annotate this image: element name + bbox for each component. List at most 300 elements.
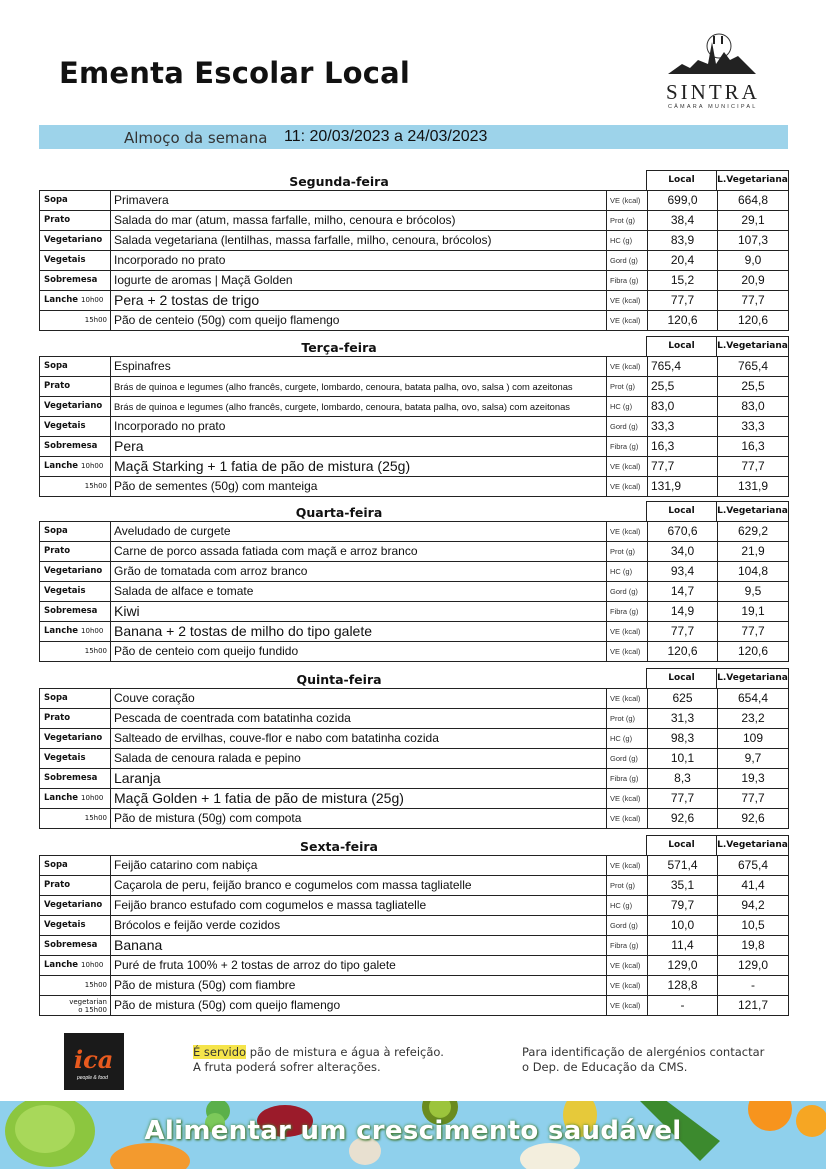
meal-label (40, 789, 110, 808)
menu-row (39, 689, 789, 709)
sintra-emblem-icon (664, 30, 764, 80)
meal-label (40, 417, 110, 436)
meal-time: 10h00 (81, 794, 104, 802)
dish-name: Laranja (110, 769, 606, 788)
value-local: 699,0 (647, 191, 717, 210)
meal-label (40, 457, 110, 476)
value-vegetarian: 19,8 (717, 936, 788, 955)
value-local: 129,0 (647, 956, 717, 975)
dish-name: Salada vegetariana (lentilhas, massa farfalle, milho, cenoura, brócolos) (110, 231, 606, 250)
meal-label (40, 956, 110, 975)
meal-type: Lanche (44, 793, 79, 803)
meal-type: Sobremesa (44, 441, 98, 451)
nutrient-label: Gord (g) (606, 251, 647, 270)
meal-label (40, 271, 110, 290)
value-local: 670,6 (647, 522, 717, 541)
day-table (39, 668, 789, 829)
value-local: 625 (647, 689, 717, 708)
menu-rows (39, 356, 789, 497)
value-local: 79,7 (647, 896, 717, 915)
menu-row (39, 749, 789, 769)
menu-row (39, 357, 789, 377)
value-local: 120,6 (647, 642, 717, 661)
column-header-vegetarian: L.Vegetariana (716, 835, 789, 856)
meal-label (40, 191, 110, 210)
menu-row (39, 397, 789, 417)
dish-name: Incorporado no prato (110, 251, 606, 270)
nutrient-label: VE (kcal) (606, 311, 647, 330)
column-header-local: Local (646, 336, 717, 357)
value-local: 31,3 (647, 709, 717, 728)
value-vegetarian: 23,2 (717, 709, 788, 728)
menu-row (39, 876, 789, 896)
day-table (39, 336, 789, 497)
nutrient-label: Fibra (g) (606, 769, 647, 788)
meal-label (40, 437, 110, 456)
value-local: 92,6 (647, 809, 717, 828)
meal-label (40, 896, 110, 915)
dish-name: Couve coração (110, 689, 606, 708)
menu-row (39, 856, 789, 876)
dish-name: Carne de porco assada fatiada com maçã e arroz branco (110, 542, 606, 561)
value-vegetarian: 19,3 (717, 769, 788, 788)
value-vegetarian: 19,1 (717, 602, 788, 621)
meal-type: Vegetais (44, 920, 86, 930)
value-vegetarian: 77,7 (717, 789, 788, 808)
value-local: 83,9 (647, 231, 717, 250)
ica-logo (64, 1033, 124, 1090)
serving-note-text: pão de mistura e água à refeição. (246, 1045, 444, 1059)
meal-label (40, 377, 110, 396)
day-table (39, 501, 789, 662)
meal-time: 15h00 (84, 647, 107, 655)
menu-row (39, 311, 789, 331)
value-local: 98,3 (647, 729, 717, 748)
meal-label (40, 749, 110, 768)
menu-row (39, 191, 789, 211)
nutrient-label: Gord (g) (606, 749, 647, 768)
nutrient-label: Fibra (g) (606, 936, 647, 955)
value-local: 8,3 (647, 769, 717, 788)
nutrient-label: HC (g) (606, 231, 647, 250)
ica-brand: ica (74, 1045, 114, 1074)
dish-name: Incorporado no prato (110, 417, 606, 436)
value-vegetarian: 664,8 (717, 191, 788, 210)
meal-time: 15h00 (84, 814, 107, 822)
meal-type: Sobremesa (44, 275, 98, 285)
dish-name: Kiwi (110, 602, 606, 621)
value-vegetarian: 629,2 (717, 522, 788, 541)
day-name: Quarta-feira (295, 505, 383, 520)
nutrient-label: Prot (g) (606, 876, 647, 895)
nutrient-label: HC (g) (606, 562, 647, 581)
meal-label (40, 876, 110, 895)
meal-label (40, 231, 110, 250)
nutrient-label: VE (kcal) (606, 976, 647, 995)
menu-row (39, 729, 789, 749)
meal-label (40, 477, 110, 496)
meal-label (40, 357, 110, 376)
meal-type: Lanche (44, 461, 79, 471)
menu-row (39, 231, 789, 251)
nutrient-label: VE (kcal) (606, 191, 647, 210)
value-local: 131,9 (647, 477, 717, 496)
value-vegetarian: 77,7 (717, 622, 788, 641)
slogan: Alimentar um crescimento saudável (144, 1116, 682, 1146)
column-header-vegetarian: L.Vegetariana (716, 170, 789, 191)
nutrient-label: VE (kcal) (606, 477, 647, 496)
dish-name: Salada de cenoura ralada e pepino (110, 749, 606, 768)
value-vegetarian: 77,7 (717, 457, 788, 476)
nutrient-label: Prot (g) (606, 709, 647, 728)
value-vegetarian: 120,6 (717, 642, 788, 661)
week-label: Almoço da semana (124, 129, 268, 147)
meal-type: Vegetais (44, 421, 86, 431)
logo-subtitle: CÂMARA MUNICIPAL (668, 104, 758, 110)
column-header-vegetarian: L.Vegetariana (716, 668, 789, 689)
dish-name: Salteado de ervilhas, couve-flor e nabo com batatinha cozida (110, 729, 606, 748)
value-vegetarian: 9,5 (717, 582, 788, 601)
menu-row (39, 956, 789, 976)
meal-label (40, 936, 110, 955)
value-local: 10,0 (647, 916, 717, 935)
nutrient-label: Gord (g) (606, 582, 647, 601)
menu-row (39, 896, 789, 916)
value-local: 14,9 (647, 602, 717, 621)
nutrient-label: Prot (g) (606, 377, 647, 396)
meal-label (40, 729, 110, 748)
meal-time: 15h00 (84, 981, 107, 989)
value-vegetarian: 20,9 (717, 271, 788, 290)
nutrient-label: Gord (g) (606, 417, 647, 436)
dish-name: Pão de mistura (50g) com queijo flamengo (110, 996, 606, 1015)
allergen-line-1: Para identificação de alergénios contactar (522, 1045, 765, 1059)
dish-name: Iogurte de aromas | Maçã Golden (110, 271, 606, 290)
menu-row (39, 809, 789, 829)
value-vegetarian: 675,4 (717, 856, 788, 875)
dish-name: Primavera (110, 191, 606, 210)
dish-name: Pera + 2 tostas de trigo (110, 291, 606, 310)
menu-row (39, 622, 789, 642)
value-local: 120,6 (647, 311, 717, 330)
meal-type: Prato (44, 880, 71, 890)
dish-name: Brás de quinoa e legumes (alho francês, curgete, lombardo, cenoura, batata palha, ovo, salsa) com azeitonas (110, 397, 606, 416)
value-vegetarian: 25,5 (717, 377, 788, 396)
menu-rows (39, 190, 789, 331)
meal-time: vegetariano 15h00 (69, 998, 107, 1014)
dish-name: Salada do mar (atum, massa farfalle, milho, cenoura e brócolos) (110, 211, 606, 230)
value-vegetarian: 129,0 (717, 956, 788, 975)
dish-name: Pão de mistura (50g) com fiambre (110, 976, 606, 995)
column-header-local: Local (646, 668, 717, 689)
day-name: Segunda-feira (289, 174, 389, 189)
meal-label (40, 769, 110, 788)
value-vegetarian: 77,7 (717, 291, 788, 310)
sintra-logo (664, 30, 764, 120)
value-vegetarian: 107,3 (717, 231, 788, 250)
column-header-vegetarian: L.Vegetariana (716, 336, 789, 357)
dish-name: Grão de tomatada com arroz branco (110, 562, 606, 581)
meal-type: Lanche (44, 626, 79, 636)
value-vegetarian: 29,1 (717, 211, 788, 230)
value-vegetarian: 33,3 (717, 417, 788, 436)
meal-type: Sopa (44, 526, 68, 536)
meal-label (40, 211, 110, 230)
meal-type: Vegetais (44, 586, 86, 596)
menu-row (39, 211, 789, 231)
nutrient-label: Prot (g) (606, 211, 647, 230)
value-vegetarian: 104,8 (717, 562, 788, 581)
meal-type: Vegetariano (44, 235, 103, 245)
dish-name: Brás de quinoa e legumes (alho francês, curgete, lombardo, cenoura, batata palha, ovo, salsa ) com azeitonas (110, 377, 606, 396)
meal-label (40, 622, 110, 641)
value-local: 34,0 (647, 542, 717, 561)
menu-row (39, 976, 789, 996)
menu-row (39, 251, 789, 271)
value-vegetarian: 83,0 (717, 397, 788, 416)
menu-row (39, 916, 789, 936)
nutrient-label: VE (kcal) (606, 642, 647, 661)
meal-time: 15h00 (84, 482, 107, 490)
nutrient-label: Fibra (g) (606, 437, 647, 456)
meal-type: Lanche (44, 960, 79, 970)
column-header-local: Local (646, 170, 717, 191)
meal-type: Prato (44, 215, 71, 225)
day-name: Terça-feira (301, 340, 377, 355)
meal-label (40, 291, 110, 310)
day-header (39, 170, 789, 190)
day-table (39, 170, 789, 331)
dish-name: Salada de alface e tomate (110, 582, 606, 601)
value-vegetarian: 92,6 (717, 809, 788, 828)
value-local: 25,5 (647, 377, 717, 396)
meal-time: 10h00 (81, 296, 104, 304)
dish-name: Pão de centeio com queijo fundido (110, 642, 606, 661)
logo-name: SINTRA (666, 80, 760, 104)
value-local: 16,3 (647, 437, 717, 456)
dish-name: Banana (110, 936, 606, 955)
value-local: 20,4 (647, 251, 717, 270)
pumpkin-icon (110, 1143, 190, 1169)
nutrient-label: VE (kcal) (606, 809, 647, 828)
value-vegetarian: 131,9 (717, 477, 788, 496)
dish-name: Pão de mistura (50g) com compota (110, 809, 606, 828)
menu-row (39, 377, 789, 397)
meal-type: Sobremesa (44, 940, 98, 950)
meal-label (40, 996, 110, 1015)
value-local: 571,4 (647, 856, 717, 875)
meal-type: Vegetariano (44, 733, 103, 743)
nutrient-label: VE (kcal) (606, 622, 647, 641)
value-local: 765,4 (647, 357, 717, 376)
day-table (39, 835, 789, 1016)
day-header (39, 835, 789, 855)
meal-label (40, 251, 110, 270)
meal-label (40, 976, 110, 995)
meal-type: Vegetariano (44, 401, 103, 411)
value-vegetarian: 654,4 (717, 689, 788, 708)
menu-row (39, 936, 789, 956)
menu-row (39, 291, 789, 311)
value-vegetarian: 10,5 (717, 916, 788, 935)
value-vegetarian: 16,3 (717, 437, 788, 456)
menu-row (39, 789, 789, 809)
nutrient-label: VE (kcal) (606, 856, 647, 875)
nutrient-label: VE (kcal) (606, 689, 647, 708)
value-vegetarian: 121,7 (717, 996, 788, 1015)
menu-row (39, 642, 789, 662)
ica-tagline: people & food (77, 1075, 108, 1081)
meal-type: Vegetariano (44, 900, 103, 910)
meal-label (40, 582, 110, 601)
meal-time: 10h00 (81, 462, 104, 470)
meal-label (40, 689, 110, 708)
meal-label (40, 397, 110, 416)
meal-time: 15h00 (84, 316, 107, 324)
value-local: 77,7 (647, 622, 717, 641)
value-local: 77,7 (647, 457, 717, 476)
value-vegetarian: 120,6 (717, 311, 788, 330)
menu-row (39, 437, 789, 457)
meal-label (40, 562, 110, 581)
column-header-local: Local (646, 501, 717, 522)
dish-name: Feijão branco estufado com cogumelos e massa tagliatelle (110, 896, 606, 915)
menu-rows (39, 688, 789, 829)
allergen-note (522, 1045, 764, 1075)
serving-note (193, 1045, 444, 1075)
meal-type: Vegetais (44, 255, 86, 265)
nutrient-label: VE (kcal) (606, 522, 647, 541)
value-local: 15,2 (647, 271, 717, 290)
meal-label (40, 542, 110, 561)
value-local: 77,7 (647, 291, 717, 310)
dish-name: Maçã Starking + 1 fatia de pão de mistura (25g) (110, 457, 606, 476)
nutrient-label: VE (kcal) (606, 291, 647, 310)
value-local: 128,8 (647, 976, 717, 995)
meal-type: Sopa (44, 361, 68, 371)
dish-name: Feijão catarino com nabiça (110, 856, 606, 875)
nutrient-label: VE (kcal) (606, 789, 647, 808)
nutrient-label: VE (kcal) (606, 996, 647, 1015)
value-local: 14,7 (647, 582, 717, 601)
nutrient-label: HC (g) (606, 729, 647, 748)
meal-type: Prato (44, 713, 71, 723)
day-name: Quinta-feira (296, 672, 382, 687)
meal-type: Prato (44, 546, 71, 556)
dish-name: Puré de fruta 100% + 2 tostas de arroz do tipo galete (110, 956, 606, 975)
menu-row (39, 996, 789, 1016)
menu-rows (39, 855, 789, 1016)
dish-name: Caçarola de peru, feijão branco e cogumelos com massa tagliatelle (110, 876, 606, 895)
allergen-line-2: o Dep. de Educação da CMS. (522, 1060, 688, 1074)
day-header (39, 336, 789, 356)
menu-row (39, 522, 789, 542)
value-vegetarian: 765,4 (717, 357, 788, 376)
menu-row (39, 542, 789, 562)
dish-name: Pão de sementes (50g) com manteiga (110, 477, 606, 496)
meal-label (40, 809, 110, 828)
value-local: 77,7 (647, 789, 717, 808)
column-header-vegetarian: L.Vegetariana (716, 501, 789, 522)
value-vegetarian: 21,9 (717, 542, 788, 561)
dish-name: Espinafres (110, 357, 606, 376)
dish-name: Banana + 2 tostas de milho do tipo galete (110, 622, 606, 641)
meal-type: Vegetais (44, 753, 86, 763)
value-vegetarian: 9,7 (717, 749, 788, 768)
value-local: 10,1 (647, 749, 717, 768)
meal-time: 10h00 (81, 627, 104, 635)
meal-type: Sobremesa (44, 606, 98, 616)
fruit-note: A fruta poderá sofrer alterações. (193, 1060, 381, 1074)
apple-slice-icon (520, 1143, 580, 1169)
value-local: 83,0 (647, 397, 717, 416)
menu-rows (39, 521, 789, 662)
meal-label (40, 709, 110, 728)
meal-type: Sobremesa (44, 773, 98, 783)
menu-row (39, 457, 789, 477)
value-vegetarian: 94,2 (717, 896, 788, 915)
nutrient-label: Fibra (g) (606, 271, 647, 290)
nutrient-label: VE (kcal) (606, 357, 647, 376)
serving-note-highlight: É servido (193, 1045, 247, 1059)
menu-row (39, 477, 789, 497)
value-local: 11,4 (647, 936, 717, 955)
day-name: Sexta-feira (300, 839, 378, 854)
menu-row (39, 271, 789, 291)
menu-row (39, 602, 789, 622)
meal-type: Prato (44, 381, 71, 391)
meal-type: Sopa (44, 860, 68, 870)
week-banner (39, 125, 788, 149)
menu-row (39, 562, 789, 582)
meal-type: Sopa (44, 195, 68, 205)
value-vegetarian: 109 (717, 729, 788, 748)
dish-name: Aveludado de curgete (110, 522, 606, 541)
menu-row (39, 709, 789, 729)
nutrient-label: Fibra (g) (606, 602, 647, 621)
menu-row (39, 582, 789, 602)
dish-name: Maçã Golden + 1 fatia de pão de mistura (25g) (110, 789, 606, 808)
meal-label (40, 642, 110, 661)
value-local: - (647, 996, 717, 1015)
value-local: 35,1 (647, 876, 717, 895)
week-range: 11: 20/03/2023 a 24/03/2023 (284, 128, 488, 145)
nutrient-label: Gord (g) (606, 916, 647, 935)
day-header (39, 668, 789, 688)
value-vegetarian: 41,4 (717, 876, 788, 895)
nutrient-label: VE (kcal) (606, 956, 647, 975)
day-header (39, 501, 789, 521)
dish-name: Pera (110, 437, 606, 456)
nutrient-label: VE (kcal) (606, 457, 647, 476)
meal-label (40, 602, 110, 621)
dish-name: Pescada de coentrada com batatinha cozida (110, 709, 606, 728)
meal-type: Vegetariano (44, 566, 103, 576)
dish-name: Pão de centeio (50g) com queijo flamengo (110, 311, 606, 330)
meal-label (40, 311, 110, 330)
value-local: 93,4 (647, 562, 717, 581)
dish-name: Brócolos e feijão verde cozidos (110, 916, 606, 935)
menu-row (39, 769, 789, 789)
meal-label (40, 916, 110, 935)
meal-time: 10h00 (81, 961, 104, 969)
meal-label (40, 856, 110, 875)
page-title: Ementa Escolar Local (59, 56, 411, 90)
nutrient-label: Prot (g) (606, 542, 647, 561)
nutrient-label: HC (g) (606, 896, 647, 915)
column-header-local: Local (646, 835, 717, 856)
value-vegetarian: 9,0 (717, 251, 788, 270)
